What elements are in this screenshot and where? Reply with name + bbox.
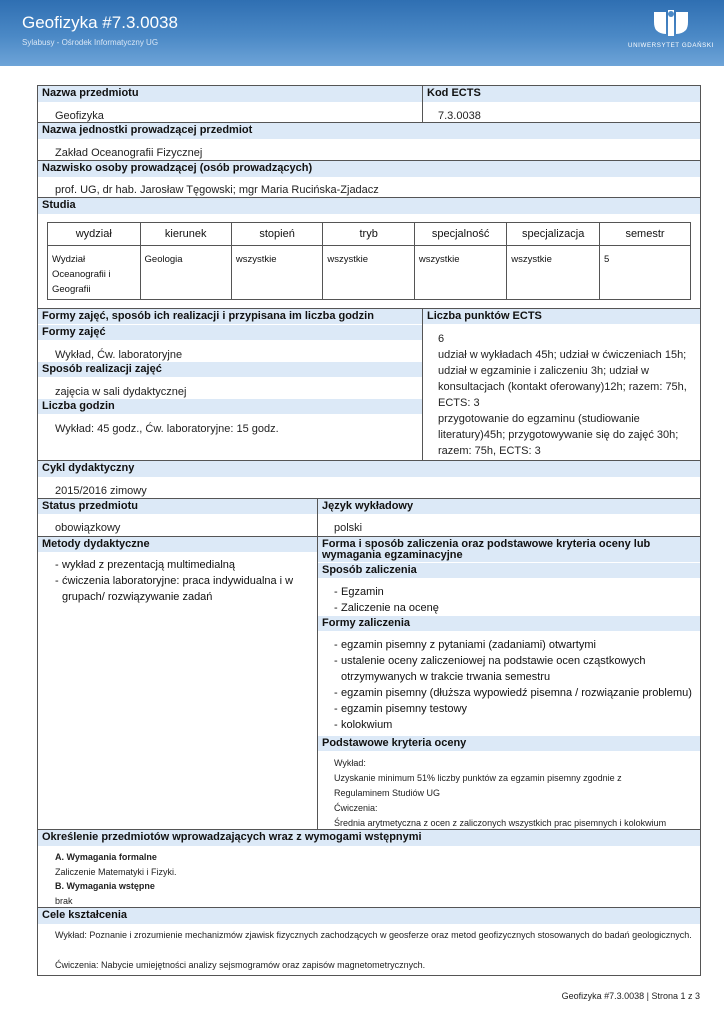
studia-cell: wszystkie: [231, 246, 323, 300]
studia-header: wydział: [48, 223, 141, 246]
teachers-value: prof. UG, dr hab. Jarosław Tęgowski; mgr Maria Rucińska-Zjadacz: [55, 184, 379, 196]
university-logo-icon: [652, 8, 690, 38]
ects-points-breakdown: [438, 347, 696, 459]
studia-cell: wszystkie: [507, 246, 600, 300]
status-value: obowiązkowy: [55, 522, 121, 534]
prerequisites-label: Określenie przedmiotów wprowadzających wraz z wymogami wstępnymi: [38, 830, 700, 847]
studia-table: [47, 222, 691, 300]
methods-label: Metody dydaktyczne: [38, 537, 317, 553]
ects-line: ECTS: 3: [438, 397, 480, 409]
cycle-label: Cykl dydaktyczny: [38, 461, 700, 478]
method-label: Sposób realizacji zajęć: [38, 362, 422, 378]
studia-label: Studia: [38, 198, 700, 215]
assessment-forms-item: - egzamin pisemny z pytaniami (zadaniami) otwartymi: [334, 637, 696, 653]
ects-line: udział w egzaminie i zaliczeniu 3h; udział w: [438, 365, 649, 377]
ects-line: konsultacjach (kontakt oferowany)12h; razem: 75h,: [438, 381, 687, 393]
hours-value: Wykład: 45 godz., Ćw. laboratoryjne: 15 godz.: [55, 423, 279, 435]
ects-line: literatury)45h; przygotowywanie się do zajęć 30h;: [438, 429, 679, 441]
studia-cell: wszystkie: [323, 246, 415, 300]
criteria-label: Podstawowe kryteria oceny: [318, 736, 700, 752]
assessment-method-item: - Zaliczenie na ocenę: [334, 600, 696, 616]
prerequisites-b-value: brak: [55, 896, 73, 906]
studia-cell: wszystkie: [414, 246, 506, 300]
criteria-line: Uzyskanie minimum 51% liczby punktów za egzamin pisemny zgodnie z: [334, 773, 622, 783]
studia-cell: Geologia: [140, 246, 231, 300]
ects-points-label: Liczba punktów ECTS: [423, 309, 700, 325]
cycle-value: 2015/2016 zimowy: [55, 485, 147, 497]
studia-header: specjalność: [414, 223, 506, 246]
course-name-label: Nazwa przedmiotu: [38, 86, 422, 103]
university-logo-text: UNIWERSYTET GDAŃSKI: [628, 42, 714, 49]
goals-line: Ćwiczenia: Nabycie umiejętności analizy sejsmogramów oraz zapisów magnetometrycznych.: [55, 960, 426, 970]
ects-line: udział w wykładach 45h; udział w ćwiczeniach 15h;: [438, 349, 687, 361]
forms-section-label: Formy zajęć, sposób ich realizacji i przypisana im liczba godzin: [38, 309, 422, 325]
ects-code-label: Kod ECTS: [423, 86, 700, 103]
hours-label: Liczba godzin: [38, 399, 422, 415]
page-title: Geofizyka #7.3.0038: [22, 13, 178, 32]
assessment-method-label: Sposób zaliczenia: [318, 563, 700, 579]
goals-line: Wykład: Poznanie i zrozumienie mechanizmów zjawisk fizycznych zachodzących w geosferze oraz metod geofizycznych stosowanych do badań geologicznych.: [55, 930, 692, 940]
unit-value: Zakład Oceanografii Fizycznej: [55, 147, 203, 159]
teachers-label: Nazwisko osoby prowadzącej (osób prowadzących): [38, 161, 700, 178]
assessment-label: Forma i sposób zaliczenia oraz podstawowe kryteria oceny lub wymagania egzaminacyjne: [318, 537, 700, 563]
ects-line: przygotowanie do egzaminu (studiowanie: [438, 413, 640, 425]
assessment-forms-label: Formy zaliczenia: [318, 616, 700, 632]
unit-label: Nazwa jednostki prowadzącej przedmiot: [38, 123, 700, 140]
ects-line: razem: 75h, ECTS: 3: [438, 445, 541, 457]
criteria-line: Ćwiczenia:: [334, 803, 378, 813]
studia-header: specjalizacja: [507, 223, 600, 246]
methods-item: - ćwiczenia laboratoryjne: praca indywidualna i w grupach/ rozwiązywanie zadań: [55, 573, 299, 605]
studia-cell: 5: [600, 246, 691, 300]
assessment-forms-item: - ustalenie oceny zaliczeniowej na podstawie ocen cząstkowych otrzymywanych w trakcie trwania semestru: [334, 653, 696, 685]
page-footer: Geofizyka #7.3.0038 | Strona 1 z 3: [561, 991, 700, 1001]
studia-header: semestr: [600, 223, 691, 246]
goals-label: Cele kształcenia: [38, 908, 700, 925]
assessment-forms-item: - kolokwium: [334, 717, 696, 733]
prerequisites-a-label: A. Wymagania formalne: [55, 852, 157, 862]
studia-header: tryb: [323, 223, 415, 246]
studia-header: stopień: [231, 223, 323, 246]
studia-header: kierunek: [140, 223, 231, 246]
forms-label: Formy zajęć: [38, 325, 422, 341]
assessment-method-item: - Egzamin: [334, 584, 696, 600]
assessment-method-list: [334, 584, 696, 616]
page-subtitle: Sylabusy - Ośrodek Informatyczny UG: [22, 38, 159, 47]
criteria-line: Regulaminem Studiów UG: [334, 788, 441, 798]
method-value: zajęcia w sali dydaktycznej: [55, 386, 187, 398]
methods-item: - wykład z prezentacją multimedialną: [55, 557, 299, 573]
assessment-forms-list: [334, 637, 696, 733]
university-logo: [626, 8, 716, 54]
criteria-line: Wykład:: [334, 758, 366, 768]
forms-value: Wykład, Ćw. laboratoryjne: [55, 349, 183, 361]
assessment-forms-item: - egzamin pisemny (dłuższa wypowiedź pisemna / rozwiązanie problemu): [334, 685, 696, 701]
language-label: Język wykładowy: [318, 499, 700, 515]
page-header: [0, 0, 724, 66]
ects-points-value: 6: [438, 333, 445, 345]
language-value: polski: [334, 522, 363, 534]
syllabus-document: [37, 85, 701, 976]
assessment-forms-item: - egzamin pisemny testowy: [334, 701, 696, 717]
studia-cell: Wydział Oceanografii i Geografii: [48, 246, 141, 300]
course-name-value: Geofizyka: [55, 110, 104, 122]
ects-code-value: 7.3.0038: [438, 110, 481, 122]
criteria-text: [334, 756, 698, 831]
criteria-line: Średnia arytmetyczna z ocen z zaliczonych wszystkich prac pisemnych i kolokwium: [334, 818, 667, 828]
methods-list: [55, 557, 299, 605]
prerequisites-a-value: Zaliczenie Matematyki i Fizyki.: [55, 867, 177, 877]
prerequisites-b-label: B. Wymagania wstępne: [55, 881, 155, 891]
status-label: Status przedmiotu: [38, 499, 317, 515]
